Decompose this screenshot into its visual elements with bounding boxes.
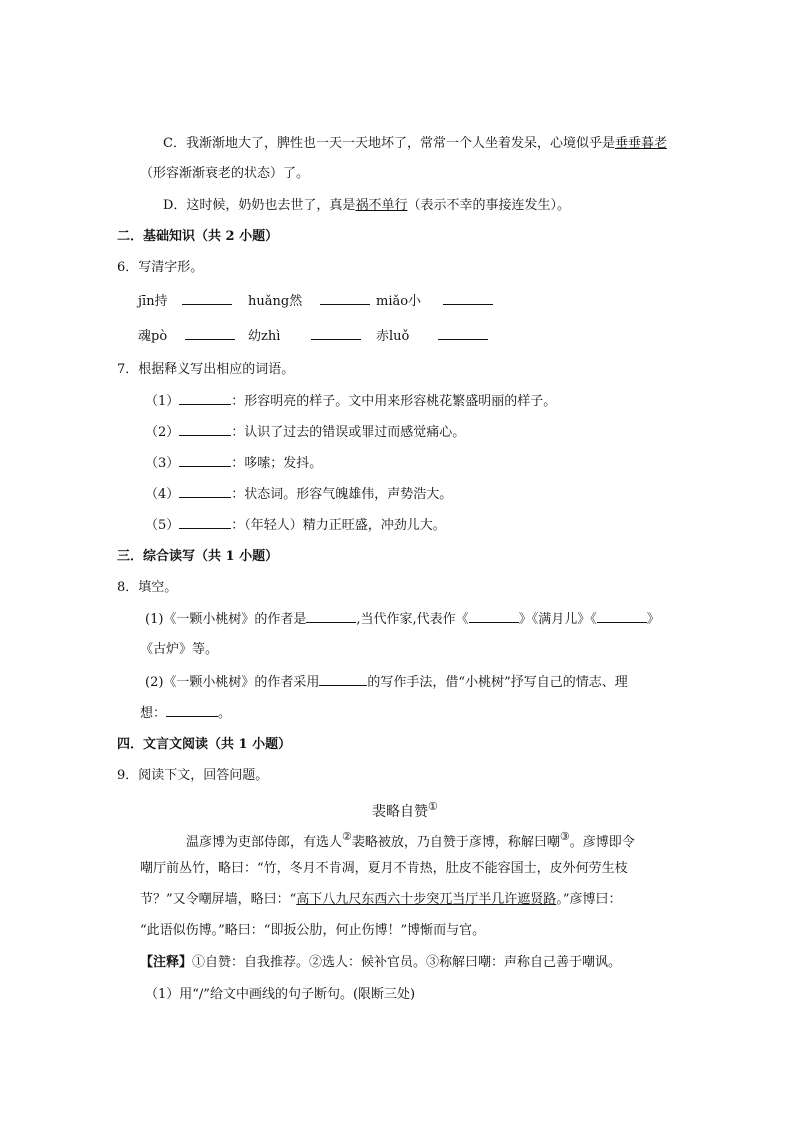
q7-item-text: ：哆嗦；发抖。	[231, 456, 323, 471]
answer-blank[interactable]	[185, 327, 235, 340]
answer-blank[interactable]	[179, 454, 231, 467]
passage-text: 节？”又令嘲屏墙，略曰：“	[140, 892, 297, 907]
q7-item-num: （2）	[145, 425, 180, 440]
section-heading-2: 二．基础知识（共 2 小题）	[117, 229, 279, 244]
q6-stem: 6．写清字形。	[117, 260, 204, 275]
q7-item-3	[145, 454, 322, 473]
answer-blank[interactable]	[320, 292, 370, 305]
q8-part2-line2	[140, 704, 231, 723]
option-c-underlined: 垂垂暮老	[614, 136, 667, 151]
passage-text: 。”彦博曰：	[556, 892, 622, 907]
q7-stem: 7．根据释义写出相应的词语。	[117, 362, 295, 377]
footnote-marker: ②	[342, 830, 352, 843]
passage-line-2: 嘲厅前丛竹，略曰：“竹，冬月不肯凋，夏月不肯热，肚皮不能容国士，皮外何劳生枝	[140, 861, 628, 876]
q7-item-num: （4）	[145, 487, 180, 502]
q7-item-num: （1）	[145, 394, 180, 409]
q6-item-label: huǎng然	[248, 294, 303, 309]
answer-blank[interactable]	[597, 610, 647, 623]
q8-text: 。	[218, 706, 232, 721]
q7-item-5	[145, 516, 446, 535]
q7-item-text: ：状态词。形容气魄雄伟，声势浩大。	[231, 487, 453, 502]
q8-text: (1)《一颗小桃树》的作者是	[145, 612, 307, 627]
option-c-line2: （形容渐渐衰老的状态）了。	[140, 166, 310, 181]
q8-stem: 8．填空。	[117, 580, 178, 595]
passage-line-4: “此语似伤博。”略曰：“即扳公肋，何止伤博！”博惭而与官。	[140, 923, 486, 938]
q7-item-num: （5）	[145, 518, 180, 533]
option-d-text-post: （表示不幸的事接连发生）。	[407, 198, 570, 213]
answer-blank[interactable]	[311, 327, 361, 340]
section-heading-3: 三．综合读写（共 1 小题）	[117, 549, 279, 564]
q8-part1-line1	[145, 610, 660, 629]
q9-subquestion-1: （1）用“/”给文中画线的句子断句。(限断三处)	[145, 987, 416, 1002]
q8-text: 的写作手法，借“小桃树”抒写自己的情志、理	[367, 675, 628, 690]
answer-blank[interactable]	[443, 292, 493, 305]
q6-item-6	[376, 327, 488, 346]
q6-item-label: jīn持	[138, 294, 168, 309]
q6-item-label: miǎo小	[376, 294, 422, 309]
answer-blank[interactable]	[179, 423, 231, 436]
q8-text: ,当代作家,代表作《	[356, 612, 469, 627]
q7-item-2	[145, 423, 465, 442]
answer-blank[interactable]	[319, 673, 367, 686]
q6-item-label: 魂pò	[138, 329, 168, 344]
footnote-marker: ①	[428, 800, 438, 813]
q7-item-text: ：认识了过去的错误或罪过而感觉痛心。	[231, 425, 466, 440]
footnote-marker: ③	[559, 830, 570, 843]
q6-item-label: 幼zhì	[248, 329, 281, 344]
q8-text: 想：	[140, 706, 167, 721]
passage-title	[372, 798, 438, 821]
answer-blank[interactable]	[438, 327, 488, 340]
q7-item-text: ：（年轻人）精力正旺盛，冲劲儿大。	[231, 518, 446, 533]
q8-text: 》《满月儿》《	[518, 612, 597, 627]
passage-text: 温彦博为吏部侍郎，有选人	[186, 835, 343, 850]
q6-item-4	[138, 327, 235, 346]
passage-title-text: 裴略自赞	[372, 804, 428, 820]
q6-item-label: 赤luǒ	[376, 329, 410, 344]
q6-item-2	[248, 292, 370, 311]
answer-blank[interactable]	[182, 292, 232, 305]
q9-stem: 9．阅读下文，回答问题。	[117, 768, 269, 783]
section-heading-4: 四．文言文阅读（共 1 小题）	[117, 737, 292, 752]
passage-text: 裴略被放，乃自赞于彦博，称解曰嘲	[351, 835, 560, 850]
q8-text: 》	[646, 612, 660, 627]
q7-item-4	[145, 485, 452, 504]
option-d	[163, 197, 570, 215]
answer-blank[interactable]	[179, 516, 231, 529]
passage-text: 。彦博即令	[569, 835, 635, 850]
q8-text: (2)《一颗小桃树》的作者采用	[145, 675, 320, 690]
answer-blank[interactable]	[179, 485, 231, 498]
q7-item-1	[145, 392, 556, 411]
q8-part2-line1	[145, 673, 628, 692]
option-c-line1	[163, 135, 667, 153]
q7-item-text: ：形容明亮的样子。文中用来形容桃花繁盛明丽的样子。	[231, 394, 557, 409]
annotation	[140, 954, 621, 972]
option-c-text: C．我渐渐地大了，脾性也一天一天地坏了，常常一个人坐着发呆，心境似乎是	[163, 136, 615, 151]
answer-blank[interactable]	[179, 392, 231, 405]
passage-line-1	[186, 828, 635, 852]
option-d-text: D．这时候，奶奶也去世了，真是	[163, 198, 356, 213]
annotation-text: ①自赞：自我推荐。②选人：候补官员。③称解曰嘲：声称自己善于嘲讽。	[192, 955, 622, 970]
q7-item-num: （3）	[145, 456, 180, 471]
q6-item-3	[376, 292, 493, 311]
option-d-underlined: 祸不单行	[355, 198, 408, 213]
answer-blank[interactable]	[306, 610, 356, 623]
answer-blank[interactable]	[166, 704, 218, 717]
q8-part1-line2: 《古炉》等。	[140, 642, 219, 657]
q6-item-1	[138, 292, 232, 311]
q6-item-5	[248, 327, 361, 346]
passage-line-3	[140, 891, 621, 909]
underlined-sentence: 高下八九尺东西六十步突兀当厅半几许遮贤路	[296, 892, 557, 907]
answer-blank[interactable]	[469, 610, 519, 623]
annotation-label: 【注释】	[140, 955, 193, 970]
